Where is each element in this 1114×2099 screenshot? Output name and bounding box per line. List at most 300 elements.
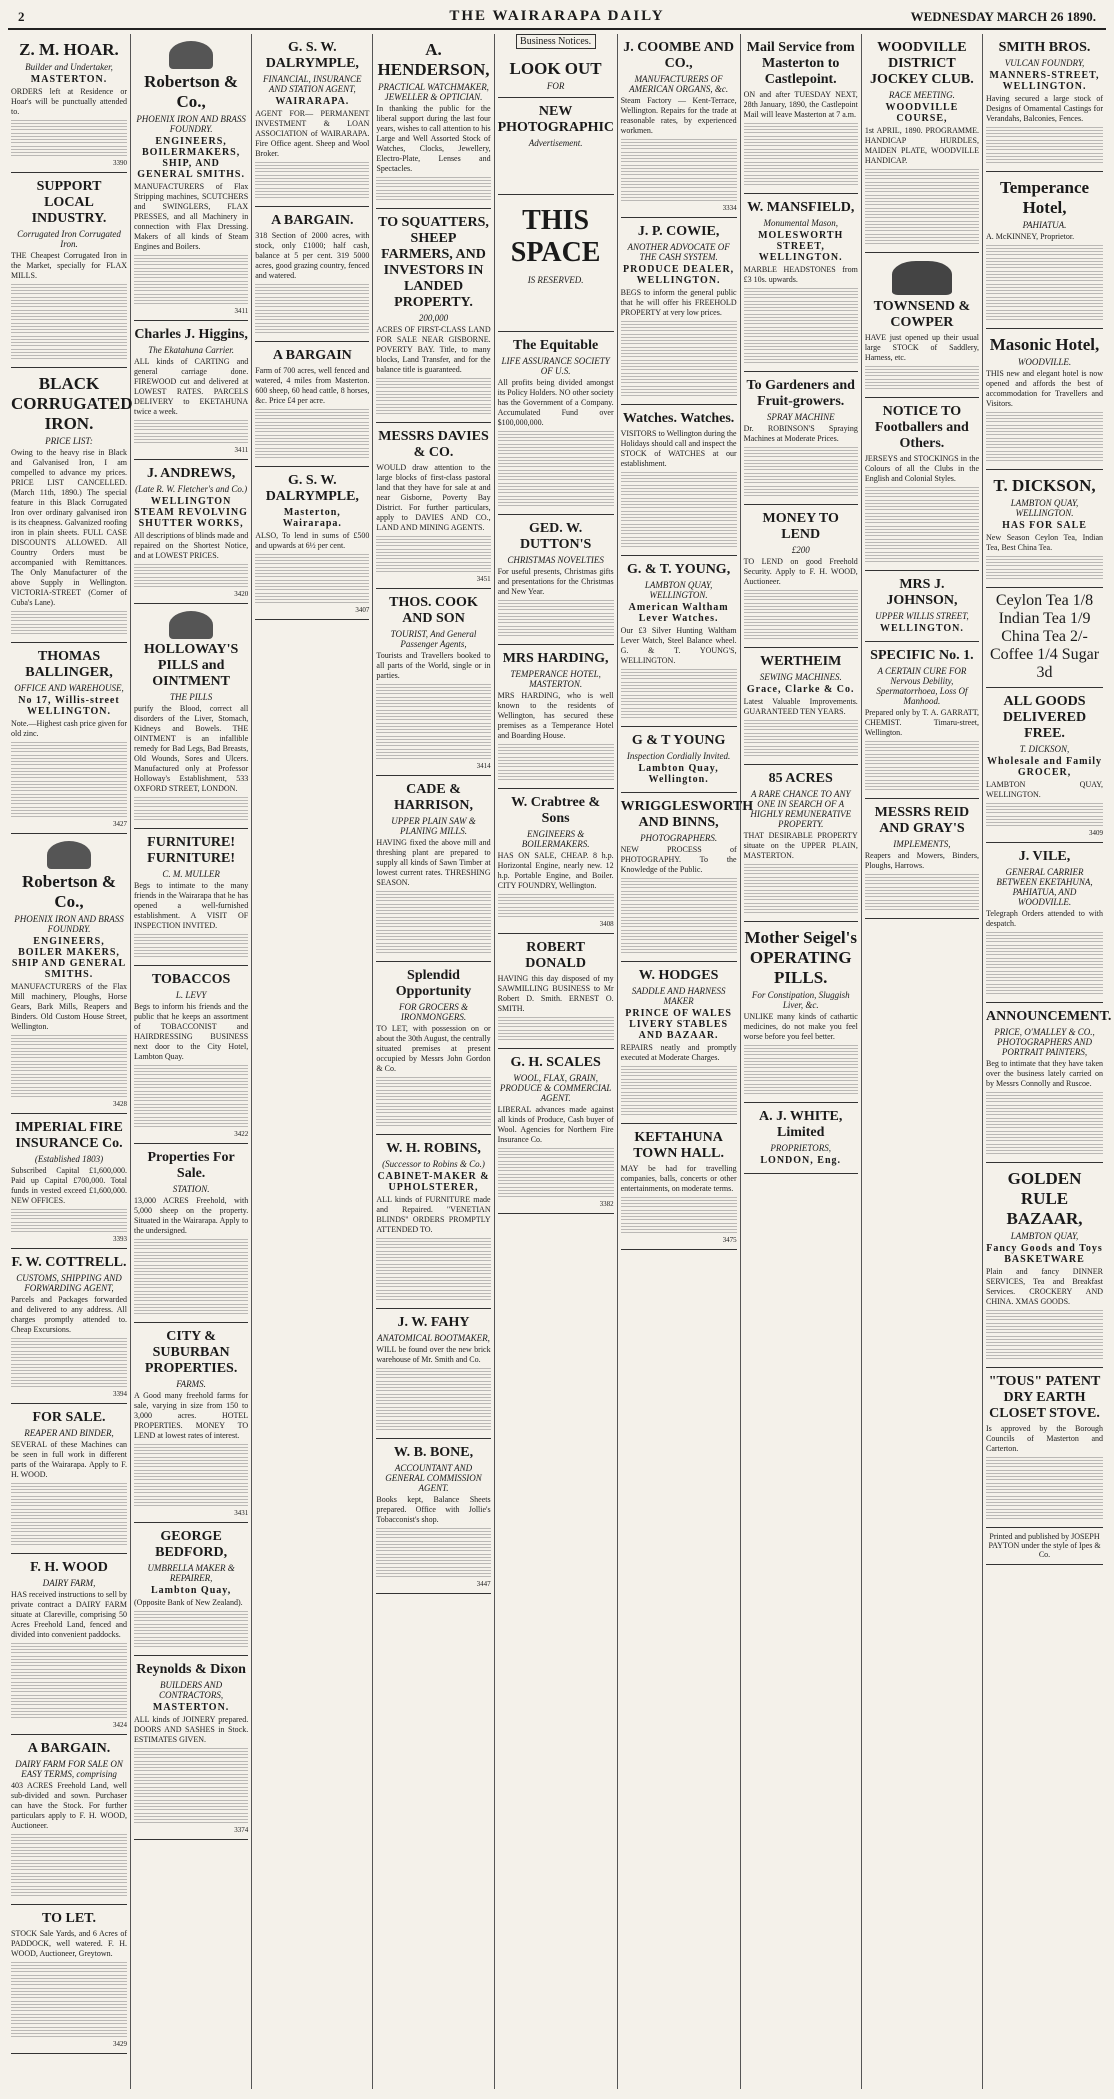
advertisement <box>255 207 369 342</box>
ad-subtitle: PHOENIX IRON AND BRASS FOUNDRY. <box>136 114 246 134</box>
advertisement <box>134 1323 248 1523</box>
ad-title: CADE & HARRISON, <box>394 782 473 813</box>
text-lines <box>255 580 369 590</box>
ad-body: (Opposite Bank of New Zealand). <box>134 1598 243 1607</box>
column-8 <box>862 34 983 2089</box>
advertisement <box>865 799 979 919</box>
text-lines <box>376 749 490 759</box>
text-lines <box>865 754 979 764</box>
text-lines <box>11 349 127 359</box>
text-lines <box>11 755 127 765</box>
ad-location: ENGINEERS, BOILER MAKERS, SHIP AND GENERAL SMITHS. <box>11 936 127 980</box>
text-lines <box>134 947 248 957</box>
ad-number: 3451 <box>476 575 491 583</box>
newspaper-title: THE WAIRARAPA DAILY <box>449 8 665 24</box>
text-lines <box>11 624 127 634</box>
advertisement <box>376 34 490 209</box>
ad-title: W. HODGES <box>638 968 719 983</box>
text-lines <box>865 552 979 562</box>
ad-subtitle: REAPER AND BINDER, <box>24 1428 114 1438</box>
text-lines <box>621 682 737 692</box>
advertisement <box>621 727 737 793</box>
text-lines <box>744 1071 858 1081</box>
text-lines <box>11 781 127 791</box>
text-lines <box>134 1800 248 1810</box>
text-lines <box>255 162 369 172</box>
ad-subtitle: RACE MEETING. <box>888 90 955 100</box>
ad-title: SUPPORT LOCAL INDUSTRY. <box>31 179 107 226</box>
ad-subtitle: Corrugated Iron Corrugated Iron. <box>17 229 121 249</box>
text-lines <box>11 1087 127 1097</box>
ad-subtitle: STATION. <box>172 1184 210 1194</box>
text-lines <box>11 310 127 320</box>
text-lines <box>255 297 369 307</box>
text-lines <box>986 153 1103 163</box>
text-lines <box>11 1669 127 1679</box>
ad-body: Begs to intimate to the many friends in the Wairarapa that he has opened a well-furnished establishment. A VISIT OF INSPECTION INVITED. <box>134 881 249 930</box>
ad-subtitle: IS RESERVED. <box>527 275 584 285</box>
ad-subtitle: A RARE CHANCE TO ANY ONE IN SEARCH OF A HIGHLY REMUNERATIVE PROPERTY. <box>750 789 852 829</box>
ad-title: G. H. SCALES <box>510 1055 601 1070</box>
advertisement <box>11 1114 127 1249</box>
text-lines <box>376 684 490 694</box>
advertisement <box>865 34 979 253</box>
text-lines <box>986 1323 1103 1333</box>
advertisement <box>986 1003 1112 1163</box>
ad-subtitle: Builder and Undertaker, <box>25 62 113 72</box>
ad-subtitle: L. LEVY <box>175 990 207 1000</box>
ad-title: LOOK OUT <box>509 59 602 78</box>
ad-number: 3411 <box>234 446 249 454</box>
text-lines <box>744 327 858 337</box>
ad-title: F. H. WOOD <box>30 1560 108 1575</box>
advertisement <box>376 1439 490 1594</box>
ad-title: ROBERT DONALD <box>525 940 586 971</box>
ad-body: All descriptions of blinds made and repaired on the Shortest Notice, and at LOWEST PRICES. <box>134 531 249 560</box>
ad-subtitle: Inspection Cordially Invited. <box>626 751 731 761</box>
column-9 <box>983 34 1112 2089</box>
text-lines <box>621 904 737 914</box>
text-lines <box>255 567 369 577</box>
ad-title: MRS HARDING, <box>502 651 609 666</box>
ad-subtitle: T. DICKSON, <box>1019 744 1070 754</box>
advertisement <box>986 470 1103 588</box>
text-lines <box>134 433 248 443</box>
ad-title: G. S. W. DALRYMPLE, <box>265 473 359 504</box>
ad-subtitle: VULCAN FOUNDRY, <box>1004 58 1085 68</box>
text-lines <box>865 234 979 244</box>
text-lines <box>621 1197 737 1207</box>
text-lines <box>376 710 490 720</box>
ad-title: THOMAS BALLINGER, <box>25 649 113 680</box>
ad-subtitle: FOR <box>546 81 565 91</box>
ad-body: THIS new and elegant hotel is now opened and affords the best of accommodation for Travellers and Visitors. <box>986 369 1104 408</box>
text-lines <box>621 1066 737 1076</box>
ad-subtitle: LAMBTON QUAY, <box>1010 1231 1079 1241</box>
ad-subtitle: CUSTOMS, SHIPPING AND FORWARDING AGENT, <box>16 1273 122 1293</box>
text-lines <box>621 891 737 901</box>
text-lines <box>134 1637 248 1647</box>
ad-number: 3427 <box>113 820 127 828</box>
text-lines <box>11 1643 127 1653</box>
text-lines <box>986 258 1103 268</box>
saddle-illustration-icon <box>892 261 952 295</box>
advertisement <box>986 688 1103 843</box>
advertisement <box>865 642 979 799</box>
ad-body: HAVING this day disposed of my SAWMILLING BUSINESS to Mr Robert D. Smith. ERNEST O. SMITH. <box>497 974 614 1013</box>
text-lines <box>134 797 248 807</box>
text-lines <box>11 1962 127 1972</box>
ad-title: A BARGAIN. <box>271 213 354 228</box>
ad-body: 13,000 ACRES Freehold, with 5,000 sheep on the property. Situated in the Wairarapa. Apply to the undersigned. <box>134 1196 249 1235</box>
text-lines <box>255 593 369 603</box>
text-lines <box>744 590 858 600</box>
text-lines <box>498 1030 614 1040</box>
ad-location: WOODVILLE COURSE, <box>885 102 959 124</box>
ad-location: CABINET-MAKER & UPHOLSTERER, <box>377 1171 490 1193</box>
text-lines <box>621 537 737 547</box>
columns-container <box>8 34 1112 2089</box>
text-lines <box>986 958 1103 968</box>
ad-subtitle: Monumental Mason, <box>763 218 838 228</box>
text-lines <box>376 190 490 200</box>
text-lines <box>621 386 737 396</box>
text-lines <box>134 420 248 430</box>
text-lines <box>986 127 1103 137</box>
ad-body: TO LEND on good Freehold Security. Apply to F. H. WOOD, Auctioneer. <box>743 557 858 586</box>
text-lines <box>11 1873 127 1883</box>
text-lines <box>986 1349 1103 1359</box>
ad-subtitle: ANATOMICAL BOOTMAKER, <box>377 1333 490 1343</box>
text-lines <box>621 321 737 331</box>
ad-title: J. COOMBE AND CO., <box>623 40 735 71</box>
text-lines <box>621 943 737 953</box>
ad-subtitle: PHOTOGRAPHERS. <box>640 833 718 843</box>
text-lines <box>744 460 858 470</box>
imprint: Printed and published by JOSEPH PAYTON under the style of Ipes & Co. <box>986 1528 1103 1565</box>
ad-body: ALSO, To lend in sums of £500 and upwards at 6½ per cent. <box>255 531 370 550</box>
text-lines <box>986 425 1103 435</box>
text-lines <box>986 816 1103 826</box>
text-lines <box>986 1144 1103 1154</box>
text-lines <box>134 1278 248 1288</box>
advertisement <box>744 372 858 505</box>
text-lines <box>255 448 369 458</box>
ad-number: 3408 <box>599 920 614 928</box>
text-lines <box>986 803 1103 813</box>
ad-title: "TOUS" PATENT DRY EARTH CLOSET STOVE. <box>988 1374 1101 1421</box>
ad-subtitle: TOURIST, And General Passenger Agents, <box>390 629 477 649</box>
ad-title: FURNITURE! FURNITURE! <box>147 835 236 866</box>
column-5 <box>495 34 618 2089</box>
text-lines <box>255 554 369 564</box>
text-lines <box>11 2014 127 2024</box>
ad-number: 3414 <box>476 762 491 770</box>
text-lines <box>11 1834 127 1844</box>
advertisement <box>498 645 614 789</box>
ad-subtitle: £200 <box>791 545 810 555</box>
advertisement <box>376 776 490 962</box>
text-lines <box>134 1748 248 1758</box>
ad-subtitle: BUILDERS AND CONTRACTORS, <box>159 1680 224 1700</box>
ad-title: NOTICE TO Footballers and Others. <box>875 404 969 451</box>
ad-title: Charles J. Higgins, <box>134 327 248 342</box>
text-lines <box>498 1161 614 1171</box>
text-lines <box>498 1174 614 1184</box>
ad-subtitle: OFFICE AND WAREHOUSE, <box>14 683 124 693</box>
ad-subtitle: Advertisement. <box>528 138 583 148</box>
ad-subtitle: SADDLE AND HARNESS MAKER <box>631 986 726 1006</box>
text-lines <box>11 284 127 294</box>
text-lines <box>865 169 979 179</box>
ad-body: ALL kinds of JOINERY prepared. DOORS AND SASHES in Stock. ESTIMATES GIVEN. <box>134 1715 249 1744</box>
text-lines <box>376 1090 490 1100</box>
advertisement <box>11 1554 127 1735</box>
text-lines <box>986 412 1103 422</box>
ad-subtitle: WOOL, FLAX, GRAIN, PRODUCE & COMMERCIAL AGENT. <box>499 1073 612 1103</box>
advertisement <box>376 1309 490 1439</box>
text-lines <box>134 1470 248 1480</box>
text-lines <box>134 294 248 304</box>
text-lines <box>986 1118 1103 1128</box>
text-lines <box>744 616 858 626</box>
ad-subtitle: The Ekatahuna Carrier. <box>148 345 234 355</box>
text-lines <box>376 904 490 914</box>
advertisement <box>621 34 737 218</box>
ad-body: HAS received instructions to sell by private contract a DAIRY FARM situate at Clareville, comprising 50 Acres Freehold Land, fenced and divided into convenient paddocks. <box>11 1590 127 1639</box>
advertisement <box>986 843 1103 1003</box>
advertisement <box>376 209 490 423</box>
text-lines <box>498 470 614 480</box>
text-lines <box>376 1407 490 1417</box>
text-lines <box>621 498 737 508</box>
text-lines <box>986 984 1103 994</box>
blank-space <box>498 286 614 326</box>
advertisement <box>621 556 737 727</box>
ad-title: BLACK CORRUGATED IRON. <box>11 374 133 433</box>
ad-location: WAIRARAPA. <box>275 96 350 107</box>
text-lines <box>376 1528 490 1538</box>
ad-title: J. W. FAHY <box>397 1315 470 1330</box>
ad-body: Tourists and Travellers booked to all parts of the World, single or in parties. <box>376 651 491 680</box>
text-lines <box>134 577 248 587</box>
ad-title: GEORGE BEDFORD, <box>155 1529 228 1560</box>
text-lines <box>621 1105 737 1115</box>
ad-subtitle: PROPRIETORS, <box>770 1143 831 1153</box>
advertisement <box>134 34 248 321</box>
text-lines <box>498 1148 614 1158</box>
text-lines <box>134 810 248 820</box>
text-lines <box>255 409 369 419</box>
ad-body: NEW PROCESS of PHOTOGRAPHY. To the Knowledge of the Public. <box>620 845 737 874</box>
text-lines <box>744 136 858 146</box>
advertisement <box>744 505 858 648</box>
text-lines <box>621 695 737 705</box>
ad-subtitle: For Constipation, Sluggish Liver, &c. <box>751 990 850 1010</box>
text-lines <box>621 1210 737 1220</box>
text-lines <box>134 1104 248 1114</box>
ad-number: 3374 <box>234 1826 249 1834</box>
ad-subtitle: UPPER PLAIN SAW & PLANING MILLS. <box>391 816 476 836</box>
text-lines <box>11 807 127 817</box>
ad-number: 3393 <box>113 1235 127 1243</box>
ad-subtitle: GENERAL CARRIER BETWEEN EKETAHUNA, PAHIATUA, AND WOODVILLE. <box>996 867 1093 907</box>
text-lines <box>134 1265 248 1275</box>
ad-body: Begs to inform his friends and the public that he keeps an assortment of TOBACCONIST and HAIRDRESSING BUSINESS next door to the City Hotel, Lambton Quay. <box>134 1002 249 1061</box>
ad-number: 3447 <box>476 1580 491 1588</box>
ad-location: PRINCE OF WALES LIVERY STABLES AND BAZAAR. <box>625 1008 732 1041</box>
column-4 <box>373 34 494 2089</box>
text-lines <box>134 1444 248 1454</box>
ad-body: JERSEYS and STOCKINGS in the Colours of all the Clubs in the English and Colonial Styles. <box>864 454 980 483</box>
text-lines <box>865 900 979 910</box>
advertisement <box>865 571 979 642</box>
text-lines <box>376 404 490 414</box>
text-lines <box>986 1105 1103 1115</box>
ad-body: REPAIRS neatly and promptly executed at Moderate Charges. <box>620 1043 737 1062</box>
ad-subtitle: PRICE LIST: <box>45 436 93 446</box>
ad-body: Owing to the heavy rise in Black and Galvanised Iron, I am compelled to advance my prices. PRICE LIST CANCELLED. (March 11th, 1890.) The special feature in this Black Corrugated Iron over ordinary galvanised iron is its cheapness. Galvanized roofing iron in plain sheets. FULL CASE DISCOUNTS ALLOWED. All Country Orders must be accompanied with Remittances. The Only Manufacturer of the above Supply in Wellington. VICTORIA-STREET (Corner of Cuba's Lane). <box>11 448 127 607</box>
text-lines <box>11 1656 127 1666</box>
ad-subtitle: LAMBTON QUAY, WELLINGTON. <box>1010 498 1079 518</box>
text-lines <box>744 890 858 900</box>
ad-title: MESSRS DAVIES & CO. <box>378 429 489 460</box>
text-lines <box>376 1116 490 1126</box>
text-lines <box>621 1223 737 1233</box>
ad-body: 318 Section of 2000 acres, with stock, only £1000; half cash, balance at 5 per cent. 319 5000 acres, good grazing country, fenced and watered. <box>255 231 370 280</box>
advertisement <box>621 1124 737 1250</box>
text-lines <box>376 177 490 187</box>
ad-subtitle: ACCOUNTANT AND GENERAL COMMISSION AGENT. <box>385 1463 482 1493</box>
advertisement <box>134 1144 248 1323</box>
ad-title: WRIGGLESWORTH AND BINNS, <box>620 799 754 830</box>
text-lines <box>744 175 858 185</box>
ad-subtitle: PRACTICAL WATCHMAKER, JEWELLER & OPTICIAN. <box>378 82 489 102</box>
text-lines <box>621 1092 737 1102</box>
text-lines <box>376 562 490 572</box>
advertisement <box>376 423 490 589</box>
text-lines <box>11 1483 127 1493</box>
text-lines <box>255 310 369 320</box>
ad-body: ACRES OF FIRST-CLASS LAND FOR SALE NEAR GISBORNE. POVERTY BAY. Title, to many blocks, Land Transfer, and for the balance title is guaranteed. <box>376 325 491 374</box>
emblem-icon <box>169 41 213 69</box>
ad-location: Fancy Goods and Toys BASKETWARE <box>986 1243 1103 1265</box>
text-lines <box>134 1496 248 1506</box>
ad-title: To Gardeners and Fruit-growers. <box>746 378 855 409</box>
text-lines <box>621 373 737 383</box>
text-lines <box>255 284 369 294</box>
text-lines <box>11 794 127 804</box>
text-lines <box>744 629 858 639</box>
text-lines <box>744 877 858 887</box>
ad-number: 3334 <box>722 204 737 212</box>
text-lines <box>744 123 858 133</box>
ad-subtitle: TEMPERANCE HOTEL, MASTERTON. <box>510 669 601 689</box>
ad-title: W. MANSFIELD, <box>747 200 855 215</box>
ad-body: New Season Ceylon Tea, Indian Tea, Best China Tea. <box>986 533 1104 552</box>
text-lines <box>498 757 614 767</box>
ad-title: Robertson & Co., <box>22 872 116 911</box>
text-lines <box>498 626 614 636</box>
text-lines <box>986 1457 1103 1467</box>
text-lines <box>11 1509 127 1519</box>
text-lines <box>744 162 858 172</box>
ad-title: Masonic Hotel, <box>989 335 1100 354</box>
text-lines <box>744 1045 858 1055</box>
ad-title: J. VILE, <box>1018 849 1071 864</box>
ad-title: MESSRS REID AND GRAY'S <box>874 805 970 836</box>
text-lines <box>134 268 248 278</box>
text-lines <box>376 1394 490 1404</box>
ad-number: 3431 <box>234 1509 249 1517</box>
ad-body: Dr. ROBINSON'S Spraying Machines at Moderate Prices. <box>743 424 858 443</box>
ad-body: purify the Blood, correct all disorders of the Liver, Stomach, Kidneys and Bowels. THE OINTMENT is an infallible remedy for Bad Legs, Bad Breasts, Old Wounds, Sores and Ulcers. Manufactured only at Professor Holloway's Establishment, 533 OXFORD STREET, LONDON. <box>134 704 249 793</box>
text-lines <box>134 1611 248 1621</box>
ad-title: GOLDEN RULE BAZAAR, <box>1006 1169 1083 1228</box>
text-lines <box>865 767 979 777</box>
ad-body: Parcels and Packages forwarded and delivered to any address. All charges promptly attended to. Cheap Excursions. <box>11 1295 127 1334</box>
ad-subtitle: FARMS. <box>176 1379 206 1389</box>
text-lines <box>621 930 737 940</box>
text-lines <box>255 175 369 185</box>
text-lines <box>865 366 979 376</box>
text-lines <box>134 1813 248 1823</box>
text-lines <box>986 297 1103 307</box>
ad-title: J. P. COWIE, <box>637 224 720 239</box>
advertisement <box>986 1368 1103 1528</box>
ad-body: HAVE just opened up their usual large STOCK of Saddlery, Harness, etc. <box>864 333 980 362</box>
advertisement <box>744 34 858 194</box>
text-lines <box>744 1058 858 1068</box>
ad-subtitle: PRICE, O'MALLEY & CO., PHOTOGRAPHERS AND PORTRAIT PAINTERS, <box>994 1027 1095 1057</box>
text-lines <box>11 1074 127 1084</box>
ad-subtitle: FINANCIAL, INSURANCE AND STATION AGENT, <box>263 74 362 94</box>
advertisement <box>134 460 248 604</box>
text-lines <box>621 878 737 888</box>
text-lines <box>255 188 369 198</box>
advertisement <box>11 1905 127 2054</box>
price-list: Ceylon Tea 1/8 Indian Tea 1/9 China Tea 2/- Coffee 1/4 Sugar 3d <box>986 588 1103 688</box>
advertisement <box>498 332 614 515</box>
ad-subtitle: PHOENIX IRON AND BRASS FOUNDRY. <box>14 914 124 934</box>
text-lines <box>11 1975 127 1985</box>
ad-title: SPECIFIC No. 1. <box>870 648 974 663</box>
text-lines <box>376 1541 490 1551</box>
text-lines <box>986 556 1103 566</box>
ad-subtitle: UMBRELLA MAKER & REPAIRER, <box>147 1563 235 1583</box>
ad-body: Steam Factory — Kent-Terrace, Wellington. Repairs for the trade at reasonable rates, by experienced workmen. <box>620 96 737 135</box>
ad-title: Watches. Watches. <box>622 411 735 426</box>
text-lines <box>134 1065 248 1075</box>
ad-number: 3428 <box>113 1100 127 1108</box>
ad-body: Note.—Highest cash price given for old zinc. <box>11 719 127 738</box>
ad-body: Telegraph Orders attended to with despatch. <box>986 909 1104 928</box>
ad-title: G. & T. YOUNG, <box>627 562 731 577</box>
ad-body: 1st APRIL, 1890. PROGRAMME. HANDICAP HURDLES, MAIDEN PLATE, WOODVILLE HANDICAP. <box>864 126 980 165</box>
ad-title: G. S. W. DALRYMPLE, <box>265 40 359 71</box>
ad-title: Properties For Sale. <box>147 1150 235 1181</box>
ad-title: J. ANDREWS, <box>146 466 236 481</box>
advertisement <box>498 1049 614 1214</box>
ad-subtitle: UPPER WILLIS STREET, <box>875 611 969 621</box>
text-lines <box>11 1886 127 1896</box>
ad-title: IMPERIAL FIRE INSURANCE Co. <box>15 1120 123 1151</box>
text-lines <box>11 2027 127 2037</box>
ad-body: AGENT FOR— PERMANENT INVESTMENT & LOAN ASSOCIATION of WAIRARAPA. Fire Office agent. Sheep and Wool Broker. <box>255 109 370 158</box>
text-lines <box>376 1420 490 1430</box>
advertisement <box>11 643 127 834</box>
text-lines <box>11 1351 127 1361</box>
